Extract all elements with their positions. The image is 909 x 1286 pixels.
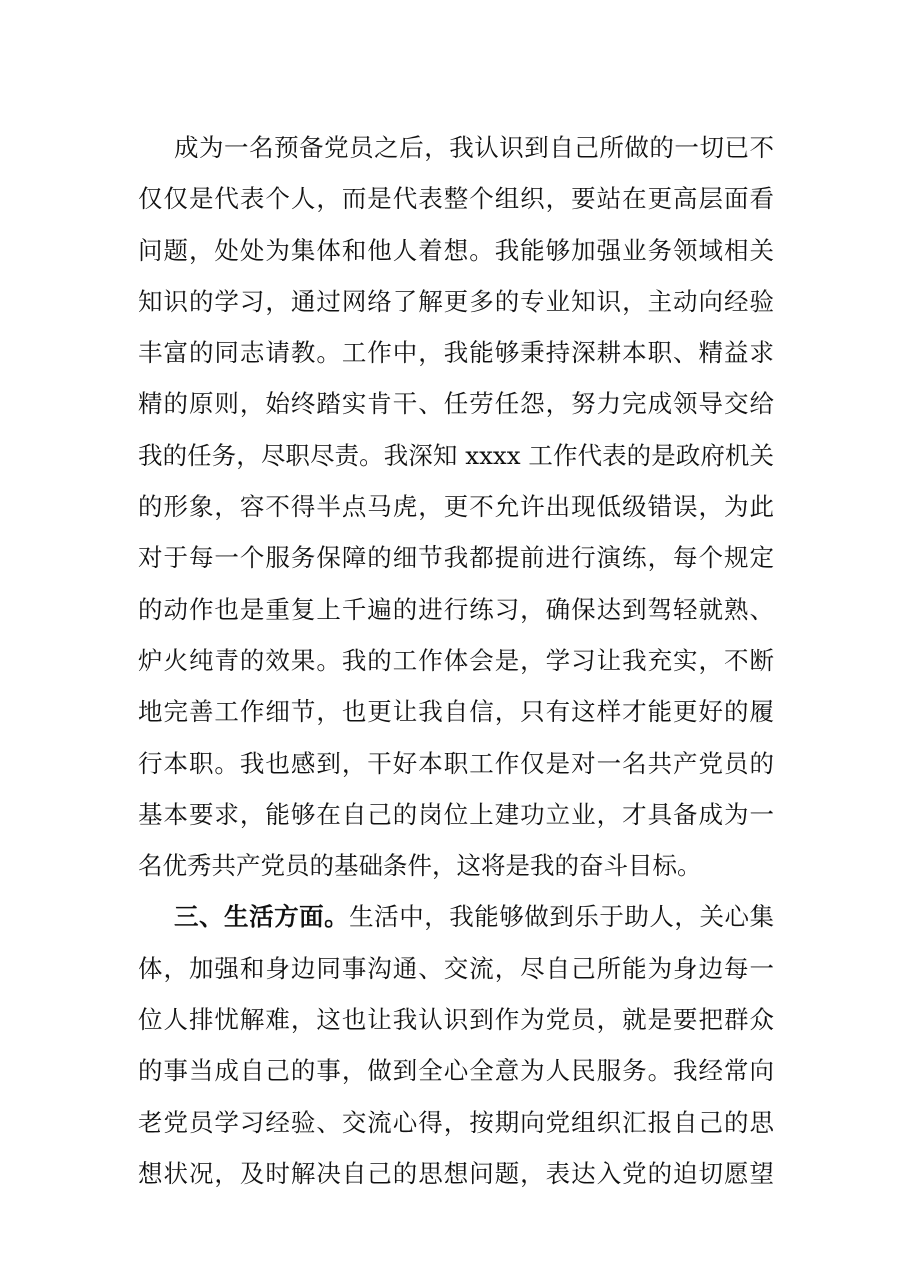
paragraph-line: 我的任务，尽职尽责。我深知 xxxx 工作代表的是政府机关: [138, 440, 774, 470]
paragraph-line: 名优秀共产党员的基础条件，这将是我的奋斗目标。: [138, 851, 702, 881]
paragraph-line: 体，加强和身边同事沟通、交流，尽自己所能为身边每一: [138, 953, 774, 983]
paragraph-line: 丰富的同志请教。工作中，我能够秉持深耕本职、精益求: [138, 338, 774, 368]
paragraph-line: 位人排忧解难，这也让我认识到作为党员，就是要把群众: [138, 1005, 774, 1035]
paragraph-line: 地完善工作细节，也更让我自信，只有这样才能更好的履: [138, 697, 774, 727]
section-heading: 三、生活方面。: [174, 902, 350, 932]
paragraph-line: 行本职。我也感到，干好本职工作仅是对一名共产党员的: [138, 748, 774, 778]
paragraph-line: 仅仅是代表个人，而是代表整个组织，要站在更高层面看: [138, 184, 774, 214]
paragraph-first-line: [138, 891, 774, 942]
paragraph-work: [138, 122, 774, 891]
heading-line-text: 生活中，我能够做到乐于助人，关心集: [349, 902, 775, 932]
paragraph-line: 基本要求，能够在自己的岗位上建功立业，才具备成为一: [138, 799, 774, 829]
paragraph-line: 的事当成自己的事，做到全心全意为人民服务。我经常向: [138, 1056, 774, 1086]
document-body: [138, 122, 774, 1199]
paragraph-line: 想状况，及时解决自己的思想问题，表达入党的迫切愿望: [138, 1158, 774, 1188]
paragraph-line: 老党员学习经验、交流心得，按期向党组织汇报自己的思: [138, 1107, 774, 1137]
paragraph-life: [138, 891, 774, 1199]
paragraph-line: 对于每一个服务保障的细节我都提前进行演练，每个规定: [138, 543, 774, 573]
paragraph-line: 问题，处处为集体和他人着想。我能够加强业务领域相关: [138, 235, 774, 265]
paragraph-line: 的形象，容不得半点马虎，更不允许出现低级错误，为此: [138, 492, 774, 522]
paragraph-line: 知识的学习，通过网络了解更多的专业知识，主动向经验: [138, 286, 774, 316]
paragraph-line: 成为一名预备党员之后，我认识到自己所做的一切已不: [174, 133, 774, 162]
paragraph-line: 的动作也是重复上千遍的进行练习，确保达到驾轻就熟、: [138, 594, 774, 624]
paragraph-line: 精的原则，始终踏实肯干、任劳任怨，努力完成领导交给: [138, 389, 774, 419]
paragraph-line: 炉火纯青的效果。我的工作体会是，学习让我充实，不断: [138, 645, 774, 675]
